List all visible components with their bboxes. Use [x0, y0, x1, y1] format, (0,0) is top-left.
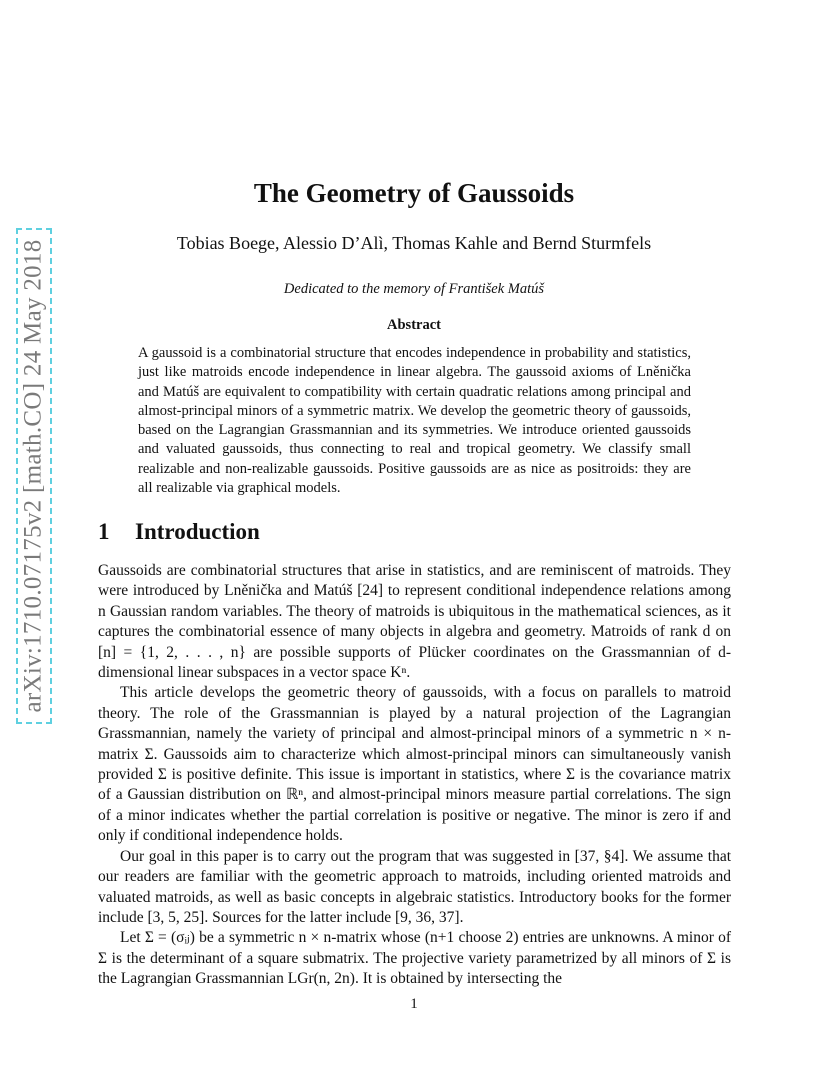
section-heading	[98, 519, 260, 545]
abstract-text: A gaussoid is a combinatorial structure that encodes independence in probability and statistics, just like matroids encode independence in linear algebra. The gaussoid axioms of Lněnička and Matúš are equivalent to compatibility with certain quadratic relations among principal and almost-principal minors of a symmetric matrix. We develop the geometric theory of gaussoids, based on the Lagrangian Grassmannian and its symmetries. We introduce oriented gaussoids and valuated gaussoids, thus connecting to real and tropical geometry. We classify small realizable and non-realizable gaussoids. Positive gaussoids are as nice as positroids: they are all realizable via graphical models.	[138, 345, 691, 497]
abstract-heading: Abstract	[387, 317, 441, 333]
paragraph: Our goal in this paper is to carry out the program that was suggested in [37, §4]. We assume that our readers are familiar with the geometric approach to matroids, including oriented matroids and valuated matroids, as well as basic concepts in algebraic statistics. Introductory books for the former include [3, 5, 25]. Sources for the latter include [9, 36, 37].	[98, 847, 731, 926]
paper-title: The Geometry of Gaussoids	[253, 178, 575, 208]
arxiv-stamp	[16, 228, 52, 724]
paragraph: Let Σ = (σᵢⱼ) be a symmetric n × n-matrix whose (n+1 choose 2) entries are unknowns. A minor of Σ is the determinant of a square submatrix. The projective variety parametrized by all minors of Σ is the Lagrangian Grassmannian LGr(n, 2n). It is obtained by intersecting the	[98, 929, 731, 988]
section-title: Introduction	[135, 519, 260, 544]
author-list: Tobias Boege, Alessio D’Alì, Thomas Kahle and Bernd Sturmfels	[176, 233, 652, 253]
arxiv-identifier: arXiv:1710.07175v2 [math.CO] 24 May 2018	[20, 239, 47, 713]
section-number: 1	[98, 519, 110, 544]
page-number: 1	[410, 996, 418, 1012]
body-text	[98, 561, 731, 990]
dedication: Dedicated to the memory of František Matúš	[283, 281, 545, 297]
paragraph: Gaussoids are combinatorial structures that arise in statistics, and are reminiscent of matroids. They were introduced by Lněnička and Matúš [24] to represent conditional independence relations among n Gaussian random variables. The theory of matroids is ubiquitous in the mathematical sciences, as it captures the combinatorial essence of many objects in algebra and geometry. Matroids of rank d on [n] = {1, 2, . . . , n} are possible supports of Plücker coordinates on the Grassmannian of d-dimensional linear subspaces in a vector space Kⁿ.	[98, 562, 731, 682]
paragraph: This article develops the geometric theory of gaussoids, with a focus on parallels to matroid theory. The role of the Grassmannian is played by a natural projection of the Lagrangian Grassmannian, namely the variety of principal and almost-principal minors of a symmetric n × n-matrix Σ. Gaussoids aim to characterize which almost-principal minors can simultaneously vanish provided Σ is positive definite. This issue is important in statistics, where Σ is the covariance matrix of a Gaussian distribution on ℝⁿ, and almost-principal minors measure partial correlations. The sign of a minor indicates whether the partial correlation is positive or negative. The minor is zero if and only if conditional independence holds.	[98, 684, 731, 845]
